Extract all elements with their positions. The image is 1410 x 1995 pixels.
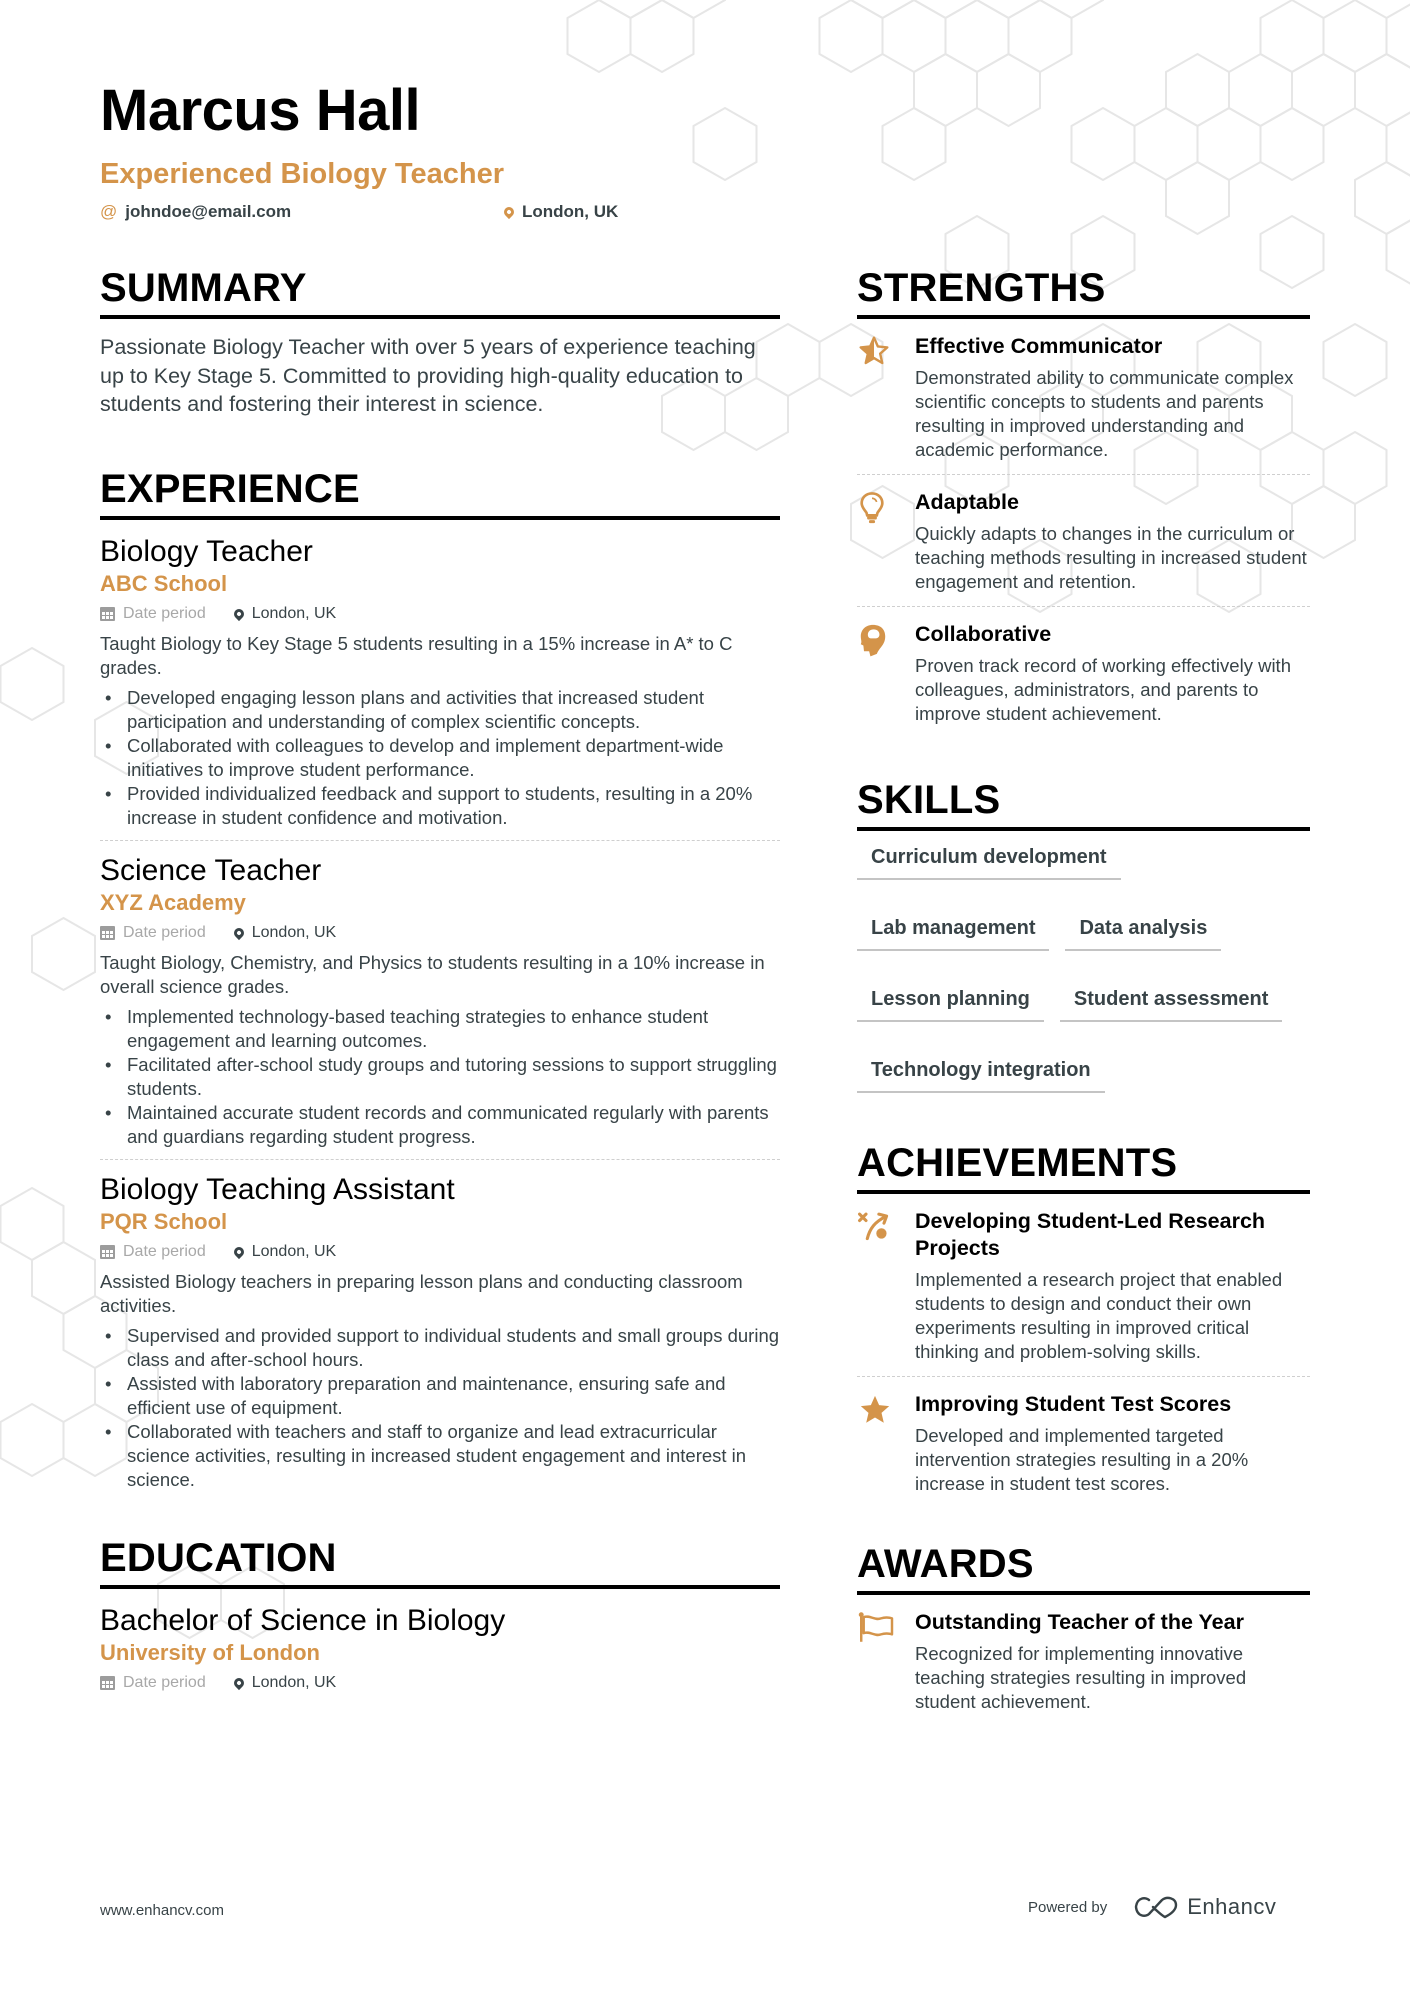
section-title-experience: EXPERIENCE: [100, 469, 780, 520]
bullet-item: • Collaborated with teachers and staff to organize and lead extracurricular science activities, resulting in increased student engagement and interest in science.: [100, 1420, 780, 1492]
section-title-education: EDUCATION: [100, 1538, 780, 1589]
calendar-icon: [100, 1676, 115, 1690]
experience-section: [100, 466, 780, 1502]
experience-entry: [100, 534, 780, 841]
awards-section: [857, 1544, 1310, 1726]
location-pin-icon: [232, 925, 246, 939]
experience-entry: [100, 853, 780, 1160]
location-pin-icon: [232, 1675, 246, 1689]
candidate-name: Marcus Hall: [100, 78, 421, 143]
powered-by-label: Powered by: [1028, 1898, 1108, 1916]
skill-tag: Student assessment: [1060, 987, 1283, 1022]
section-title-awards: AWARDS: [857, 1544, 1310, 1595]
date-text: Date period: [123, 1673, 206, 1691]
strength-item: [857, 333, 1310, 475]
school-name: University of London: [100, 1639, 320, 1665]
brand-name: Enhancv: [1187, 1894, 1277, 1919]
award-title: Outstanding Teacher of the Year: [915, 1610, 1244, 1634]
experience-entry: [100, 1172, 780, 1502]
achievement-description: Developed and implemented targeted intervention strategies resulting in a 20% increase in student test scores.: [915, 1425, 1249, 1494]
strength-item: [857, 621, 1310, 738]
candidate-headline: Experienced Biology Teacher: [100, 158, 504, 190]
skill-tag: Lab management: [857, 916, 1049, 951]
location-text: London, UK: [251, 923, 337, 941]
calendar-icon: [100, 926, 115, 940]
strength-title: Adaptable: [915, 490, 1019, 514]
achievement-title: Improving Student Test Scores: [915, 1392, 1232, 1416]
flag-icon: [857, 1609, 915, 1714]
at-sign-icon: @: [100, 202, 118, 221]
job-title: Biology Teacher: [100, 534, 313, 568]
company-name: PQR School: [100, 1208, 228, 1234]
date-text: Date period: [123, 604, 206, 622]
job-bullets: [100, 1324, 780, 1492]
location-text: London, UK: [251, 1673, 337, 1691]
achievement-item: [857, 1391, 1310, 1508]
education-location: [234, 1673, 337, 1693]
left-column: [100, 268, 780, 1701]
job-location: [234, 923, 337, 943]
footer-website-link[interactable]: www.enhancv.com: [100, 1902, 224, 1919]
summary-text: Passionate Biology Teacher with over 5 years of experience teaching up to Key Stage 5. Committed to providing high-quality education to students and fostering their interest in science.: [100, 335, 756, 416]
enhancv-logo-icon: [1133, 1895, 1179, 1919]
section-title-strengths: STRENGTHS: [857, 268, 1310, 319]
company-name: ABC School: [100, 570, 228, 596]
location-text: London, UK: [251, 604, 337, 622]
achievement-description: Implemented a research project that enabled students to design and conduct their own experiments resulting in improved critical thinking and problem-solving skills.: [915, 1269, 1283, 1362]
award-description: Recognized for implementing innovative teaching strategies resulting in improved student achievement.: [915, 1643, 1247, 1712]
footer-branding: [1028, 1894, 1276, 1920]
strengths-section: [857, 268, 1310, 738]
job-description: Taught Biology to Key Stage 5 students resulting in a 15% increase in A* to C grades.: [100, 632, 733, 678]
half-star-icon: [857, 333, 915, 462]
job-bullets: [100, 1005, 780, 1149]
location-pin-icon: [232, 606, 246, 620]
job-title: Science Teacher: [100, 853, 322, 887]
bullet-item: • Collaborated with colleagues to develop and implement department-wide initiatives to improve student performance.: [100, 734, 780, 782]
strategy-icon: [857, 1208, 915, 1364]
calendar-icon: [100, 607, 115, 621]
section-title-summary: SUMMARY: [100, 268, 780, 319]
bullet-item: • Facilitated after-school study groups and tutoring sessions to support struggling students.: [100, 1053, 780, 1101]
bullet-item: • Maintained accurate student records and communicated regularly with parents and guardians regarding student progress.: [100, 1101, 780, 1149]
bullet-item: • Implemented technology-based teaching strategies to enhance student engagement and learning outcomes.: [100, 1005, 780, 1053]
date-period: [100, 923, 206, 943]
head-brain-icon: [857, 621, 915, 726]
contact-email[interactable]: [100, 202, 291, 222]
location-text: London, UK: [522, 202, 619, 221]
strength-item: [857, 489, 1310, 607]
bullet-item: • Assisted with laboratory preparation and maintenance, ensuring safe and efficient use of equipment.: [100, 1372, 780, 1420]
skill-tag: Technology integration: [857, 1058, 1105, 1093]
email-text: johndoe@email.com: [125, 202, 292, 221]
achievement-title: Developing Student-Led Research Projects: [915, 1209, 1266, 1260]
skill-tag: Lesson planning: [857, 987, 1044, 1022]
job-description: Taught Biology, Chemistry, and Physics to students resulting in a 10% increase in overall science grades.: [100, 951, 765, 997]
strength-description: Quickly adapts to changes in the curriculum or teaching methods resulting in increased student engagement and retention.: [915, 523, 1307, 592]
bullet-item: • Supervised and provided support to individual students and small groups during class and after-school hours.: [100, 1324, 780, 1372]
award-item: [857, 1609, 1310, 1726]
lightbulb-icon: [857, 489, 915, 594]
job-bullets: [100, 686, 780, 830]
skill-tag: Curriculum development: [857, 845, 1121, 880]
location-pin-icon: [232, 1244, 246, 1258]
job-meta: [100, 604, 780, 624]
date-period: [100, 604, 206, 624]
strength-title: Effective Communicator: [915, 334, 1163, 358]
date-text: Date period: [123, 1242, 206, 1260]
skills-list: [857, 845, 1310, 1093]
education-entry: [100, 1603, 780, 1693]
degree-title: Bachelor of Science in Biology: [100, 1603, 506, 1637]
job-location: [234, 604, 337, 624]
job-meta: [100, 1242, 780, 1262]
calendar-icon: [100, 1245, 115, 1259]
location-pin-icon: [502, 205, 516, 219]
skills-section: [857, 780, 1310, 1093]
section-title-skills: SKILLS: [857, 780, 1310, 831]
section-title-achievements: ACHIEVEMENTS: [857, 1143, 1310, 1194]
summary-section: [100, 268, 780, 419]
date-period: [100, 1673, 206, 1693]
star-icon: [857, 1391, 915, 1496]
strength-description: Demonstrated ability to communicate complex scientific concepts to students and parents resulting in improved understanding and academic performance.: [915, 367, 1294, 460]
right-column: [857, 268, 1310, 1740]
strength-description: Proven track record of working effectively with colleagues, administrators, and parents to improve student achievement.: [915, 655, 1291, 724]
education-section: [100, 1535, 780, 1693]
job-meta: [100, 923, 780, 943]
contact-location: [504, 202, 618, 222]
strength-title: Collaborative: [915, 622, 1052, 646]
skill-tag: Data analysis: [1065, 916, 1221, 951]
company-name: XYZ Academy: [100, 889, 246, 915]
date-text: Date period: [123, 923, 206, 941]
bullet-item: • Provided individualized feedback and support to students, resulting in a 20% increase in student confidence and motivation.: [100, 782, 780, 830]
location-text: London, UK: [251, 1242, 337, 1260]
education-meta: [100, 1673, 780, 1693]
job-location: [234, 1242, 337, 1262]
job-description: Assisted Biology teachers in preparing lesson plans and conducting classroom activities.: [100, 1270, 743, 1316]
bullet-item: • Developed engaging lesson plans and activities that increased student participation and understanding of complex scientific concepts.: [100, 686, 780, 734]
enhancv-logo[interactable]: [1133, 1894, 1276, 1920]
job-title: Biology Teaching Assistant: [100, 1172, 455, 1206]
date-period: [100, 1242, 206, 1262]
achievements-section: [857, 1143, 1310, 1508]
achievement-item: [857, 1208, 1310, 1377]
